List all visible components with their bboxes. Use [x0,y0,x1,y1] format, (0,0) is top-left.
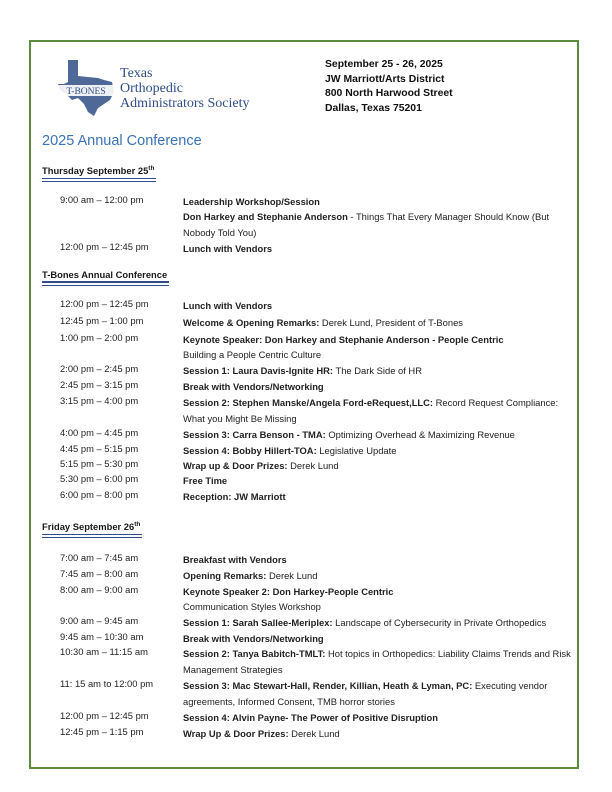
section-heading-suffix: th [148,165,155,172]
schedule-time: 1:00 pm – 2:00 pm [60,332,139,343]
schedule-time: 11: 15 am to 12:00 pm [60,678,154,689]
schedule-title: Keynote Speaker 2: Don Harkey-People Centric [183,586,394,597]
schedule-title: Breakfast with Vendors [183,554,287,565]
section-heading-suffix: th [134,521,141,528]
venue-street: 800 North Harwood Street [325,88,453,99]
heading-underline [42,281,169,283]
schedule-description [183,194,578,210]
schedule-title: Break with Vendors/Networking [183,633,324,644]
schedule-detail: Hot topics in Orthopedics: Liability Claims Trends and Risk Management Strategies [183,648,571,675]
section-heading-thursday [42,165,154,176]
schedule-description [183,241,578,257]
section-heading-text: Friday September 26 [42,521,135,533]
schedule-title: Welcome & Opening Remarks: [183,317,320,328]
schedule-detail: Building a People Centric Culture [183,349,322,360]
schedule-time: 12:00 pm – 12:45 pm [60,710,149,721]
schedule-description [183,427,578,443]
schedule-description [183,646,578,677]
schedule-time: 7:45 am – 8:00 am [60,568,139,579]
schedule-title: Lunch with Vendors [183,300,273,311]
schedule-title: Session 2: Stephen Manske/Angela Ford-eRequest,LLC: [183,397,434,408]
schedule-title: Leadership Workshop/Session [183,196,320,207]
logo-line-orthopedic: Orthopedic [120,81,183,96]
schedule-detail: Communication Styles Workshop [183,601,321,612]
heading-underline [42,181,156,182]
schedule-description [183,552,578,568]
schedule-time: 8:00 am – 9:00 am [60,584,139,595]
schedule-time: 4:00 pm – 4:45 pm [60,427,139,438]
schedule-detail: Optimizing Overhead & Maximizing Revenue [325,429,515,440]
schedule-description [183,332,578,348]
schedule-description [183,568,578,584]
schedule-description [183,726,578,742]
schedule-time: 3:15 pm – 4:00 pm [60,395,139,406]
schedule-description [183,379,578,395]
schedule-detail: - Things That Every Manager Should Know (But Nobody Told You) [183,211,550,238]
schedule-description [183,710,578,726]
schedule-detail: Legislative Update [316,445,397,456]
texas-map-icon [54,58,118,118]
section-heading-tbones [42,269,167,280]
schedule-description [183,347,578,363]
logo-wordmark [120,66,250,111]
logo-line-texas: Texas [120,66,153,81]
schedule-title: Session 2: Tanya Babitch-TMLT: [183,648,326,659]
schedule-detail: The Dark Side of HR [333,365,422,376]
schedule-title: Session 3: Mac Stewart-Hall, Render, Killian, Heath & Lyman, PC: [183,680,473,691]
section-heading-friday [42,521,140,532]
schedule-description [183,584,578,600]
schedule-time: 7:00 am – 7:45 am [60,552,139,563]
schedule-description [183,209,578,240]
schedule-time: 4:45 pm – 5:15 pm [60,443,139,454]
schedule-description [183,395,578,426]
schedule-title: Opening Remarks: [183,570,267,581]
schedule-title: Session 3: Carra Benson - TMA: [183,429,326,440]
schedule-detail: Record Request Compliance: What you Might Be Missing [183,397,559,424]
schedule-time: 5:30 pm – 6:00 pm [60,473,139,484]
section-heading-text: T-Bones Annual Conference [42,269,168,280]
schedule-time: 9:00 am – 12:00 pm [60,194,144,205]
schedule-time: 2:45 pm – 3:15 pm [60,379,139,390]
schedule-title: Free Time [183,475,228,486]
schedule-description [183,363,578,379]
tbones-logo [54,58,264,118]
logo-line-society: Administrators Society [120,96,250,111]
schedule-detail: Derek Lund [288,728,340,739]
schedule-time: 12:45 pm – 1:00 pm [60,315,144,326]
venue-hotel: JW Marriott/Arts District [325,73,445,85]
venue-city: Dallas, Texas 75201 [325,102,422,114]
schedule-time: 12:00 pm – 12:45 pm [60,241,149,252]
heading-underline [42,534,142,536]
section-heading-text: Thursday September 25 [42,165,149,177]
schedule-description [183,489,578,505]
schedule-description [183,615,578,631]
schedule-detail: Derek Lund [287,460,339,471]
schedule-description [183,631,578,647]
schedule-description [183,458,578,474]
schedule-title: Don Harkey and Stephanie Anderson [183,211,348,222]
schedule-time: 12:45 pm – 1:15 pm [60,726,144,737]
schedule-description [183,473,578,489]
schedule-detail: Derek Lund [266,570,318,581]
schedule-title: Session 4: Alvin Payne- The Power of Positive Disruption [183,712,438,723]
schedule-description [183,678,578,709]
schedule-time: 12:00 pm – 12:45 pm [60,298,149,309]
schedule-title: Break with Vendors/Networking [183,381,324,392]
heading-underline [42,178,156,180]
heading-underline [42,285,169,286]
schedule-time: 10:30 am – 11:15 am [60,646,148,657]
schedule-description [183,599,578,615]
schedule-title: Session 1: Laura Davis-Ignite HR: [183,365,334,376]
schedule-title: Wrap Up & Door Prizes: [183,728,289,739]
schedule-detail: Derek Lund, President of T-Bones [319,317,463,328]
event-dates: September 25 - 26, 2025 [325,59,443,70]
schedule-detail: Landscape of Cybersecurity in Private Orthopedics [332,617,547,628]
heading-underline [42,537,142,538]
schedule-detail: Executing vendor agreements, Informed Consent, TMB horror stories [183,680,548,707]
schedule-title: Session 4: Bobby Hillert-TOA: [183,445,317,456]
logo-mark-text: T-BONES [66,87,106,97]
schedule-description [183,315,578,331]
schedule-time: 9:45 am – 10:30 am [60,631,144,642]
schedule-title: Session 1: Sarah Sallee-Meriplex: [183,617,333,628]
schedule-time: 2:00 pm – 2:45 pm [60,363,139,374]
conference-title: 2025 Annual Conference [42,133,202,149]
schedule-title: Keynote Speaker: Don Harkey and Stephanie Anderson - People Centric [183,334,504,345]
venue-info [325,58,453,116]
schedule-title: Reception: JW Marriott [183,491,286,502]
schedule-time: 6:00 pm – 8:00 pm [60,489,139,500]
schedule-description [183,298,578,314]
schedule-time: 5:15 pm – 5:30 pm [60,458,139,469]
schedule-time: 9:00 am – 9:45 am [60,615,139,626]
schedule-title: Lunch with Vendors [183,243,273,254]
schedule-description [183,443,578,459]
schedule-title: Wrap up & Door Prizes: [183,460,288,471]
